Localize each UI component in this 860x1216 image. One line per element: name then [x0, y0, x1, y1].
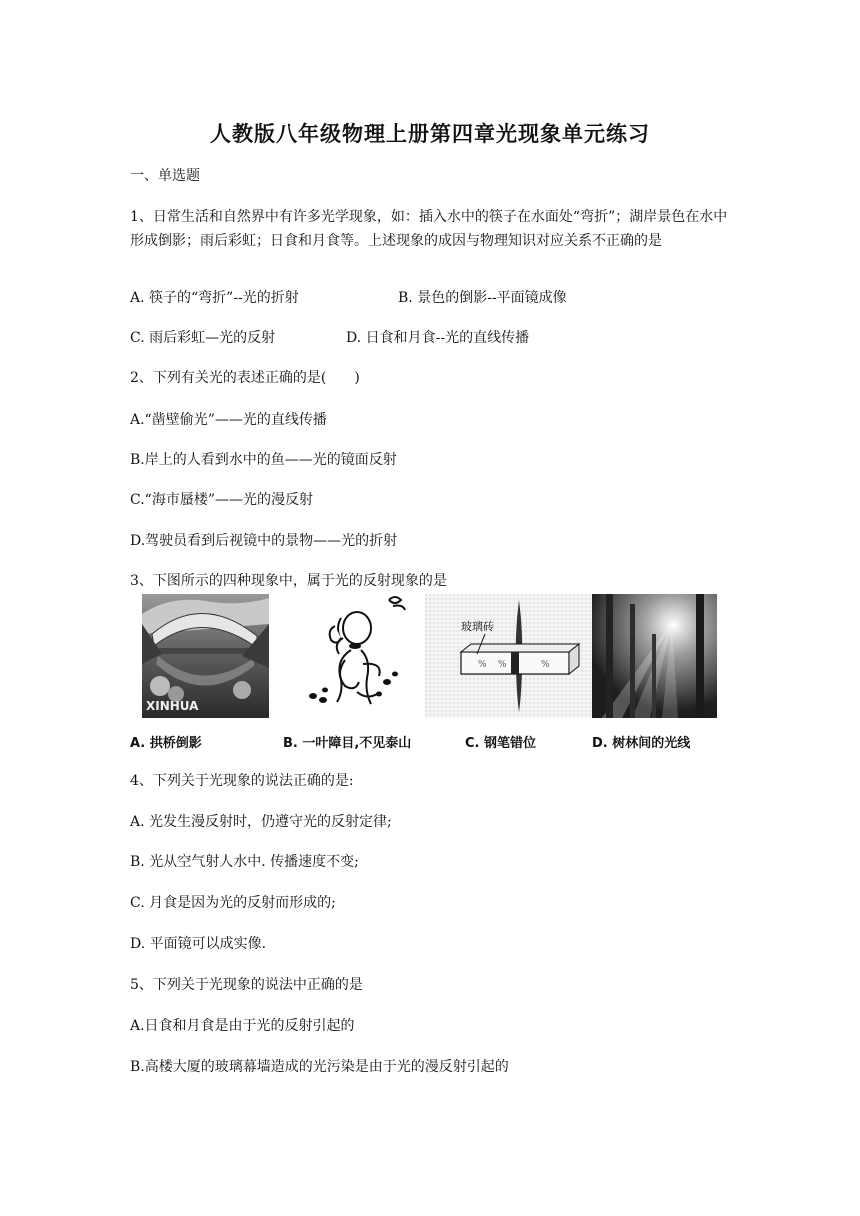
question-4-option-c: C. 月食是因为光的反射而形成的; — [130, 895, 336, 911]
question-3-option-c: C. 钢笔错位 — [465, 736, 537, 751]
question-3-option-b: B. 一叶障目,不见泰山 — [283, 736, 412, 751]
question-3-options — [130, 732, 730, 752]
question-4-option-a: A. 光发生漫反射时，仍遵守光的反射定律; — [130, 814, 392, 830]
page-title: 人教版八年级物理上册第四章光现象单元练习 — [210, 122, 650, 146]
svg-text:%: % — [478, 660, 487, 670]
forest-light-photo — [592, 594, 717, 718]
question-2-option-a: A.“凿壁偷光”——光的直线传播 — [130, 412, 327, 428]
question-1-options-cd — [130, 328, 530, 348]
question-4-stem: 4、下列关于光现象的说法正确的是: — [130, 773, 354, 789]
question-2-option-b: B.岸上的人看到水中的鱼——光的镜面反射 — [130, 452, 397, 468]
svg-text:%: % — [498, 660, 507, 670]
question-1-option-a: A. 筷子的“弯折”--光的折射 — [130, 290, 299, 306]
question-2-stem: 2、下列有关光的表述正确的是( ) — [130, 370, 360, 386]
photo-watermark: XINHUA — [146, 699, 199, 713]
pen-glass-block-drawing — [425, 594, 592, 718]
leaf-over-eye-drawing — [269, 594, 425, 718]
question-1-option-d: D. 日食和月食--光的直线传播 — [346, 330, 530, 346]
section-heading: 一、单选题 — [130, 168, 200, 184]
question-5-option-b: B.高楼大厦的玻璃幕墙造成的光污染是由于光的漫反射引起的 — [130, 1059, 509, 1075]
svg-text:%: % — [541, 660, 550, 670]
question-5-stem: 5、下列关于光现象的说法中正确的是 — [130, 977, 363, 993]
question-1-options-ab — [130, 288, 567, 308]
question-3-option-d: D. 树林间的光线 — [592, 736, 691, 751]
question-4-option-d: D. 平面镜可以成实像. — [130, 936, 267, 952]
question-4-option-b: B. 光从空气射人水中. 传播速度不变; — [130, 854, 359, 870]
question-1-option-c: C. 雨后彩虹—光的反射 — [130, 330, 276, 346]
glass-block-label: 玻璃砖 — [461, 620, 494, 633]
question-3-option-a: A. 拱桥倒影 — [130, 736, 202, 751]
question-3-figure — [142, 594, 717, 718]
question-2-option-d: D.驾驶员看到后视镜中的景物——光的折射 — [130, 533, 398, 549]
question-5-option-a: A.日食和月食是由于光的反射引起的 — [130, 1018, 355, 1034]
question-1-option-b: B. 景色的倒影--平面镜成像 — [398, 290, 567, 306]
bridge-reflection-photo — [142, 594, 269, 718]
question-2-option-c: C.“海市蜃楼”——光的漫反射 — [130, 492, 313, 508]
question-3-stem: 3、下图所示的四种现象中，属于光的反射现象的是 — [130, 573, 447, 589]
question-1-stem: 1、日常生活和自然界中有许多光学现象，如：插入水中的筷子在水面处“弯折”；湖岸景色在水中形成倒影；雨后彩虹；日食和月食等。上述现象的成因与物理知识对应关系不正确的是 — [130, 209, 728, 249]
